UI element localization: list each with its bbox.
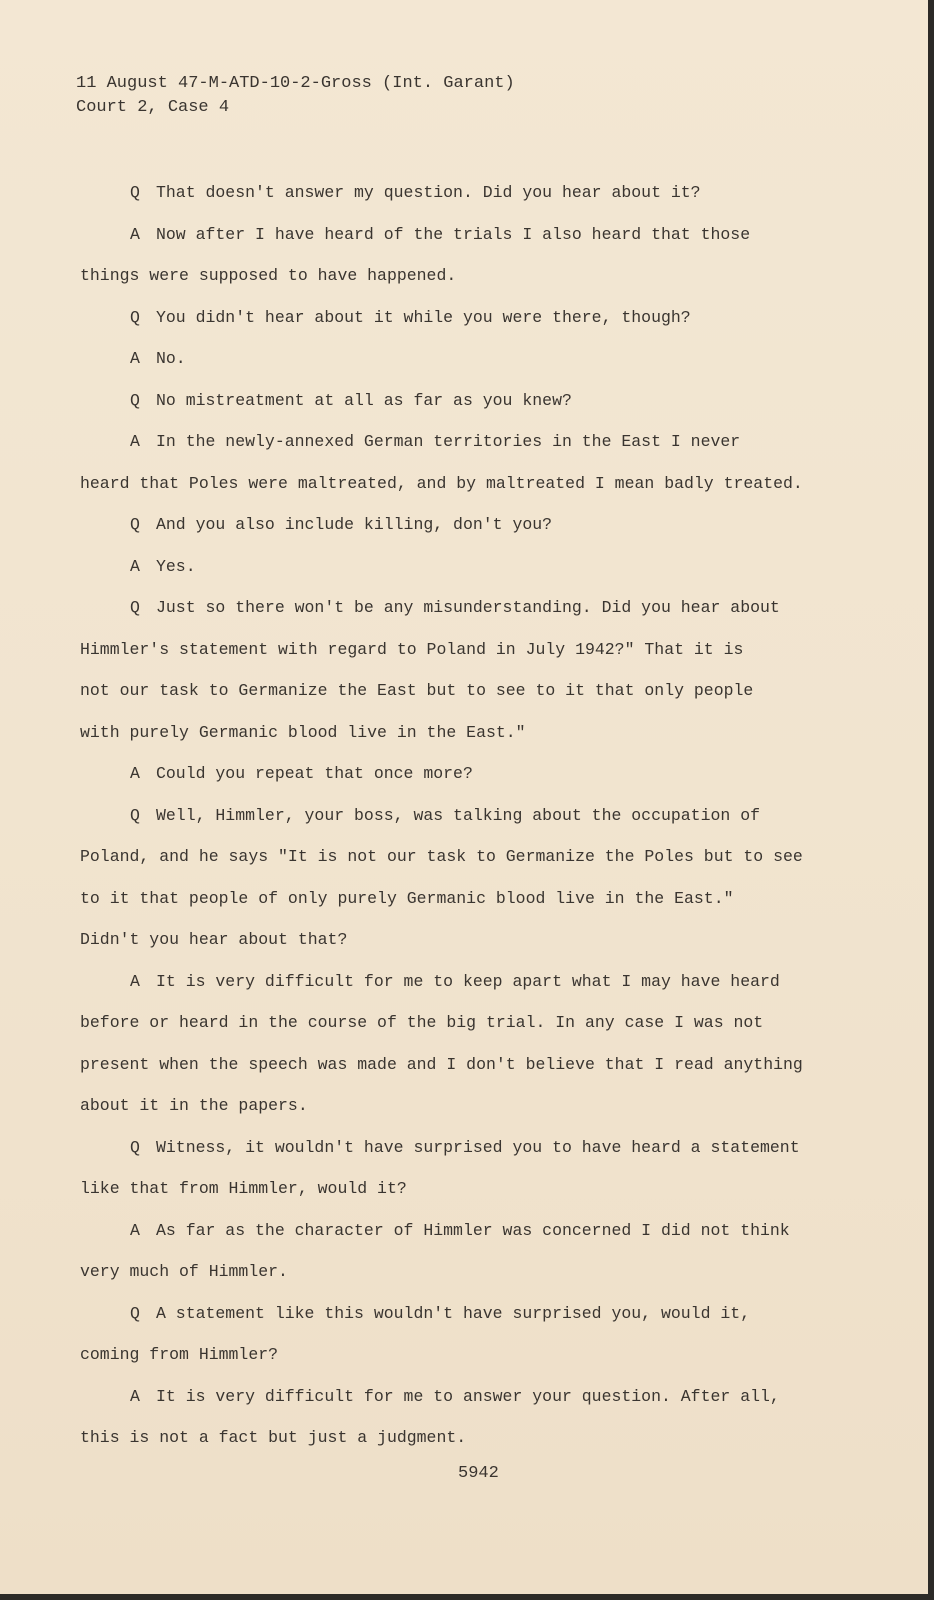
paragraph-continuation-line: Poland, and he says "It is not our task to Germanize the Poles but to see [80,847,803,866]
speaker-label: Q [130,390,140,410]
paragraph-first-line [80,961,840,1003]
paragraph-continuation-line: with purely Germanic blood live in the East." [80,722,526,742]
transcript-paragraph [80,1376,840,1459]
transcript-paragraph [80,214,840,297]
speaker-label: Q [130,307,140,327]
paragraph-continuation-line: not our task to Germanize the East but to see to it that only people [80,681,754,700]
page-number: 5942 [458,1464,499,1483]
paragraph-text: You didn't hear about it while you were there, though? [156,307,691,327]
paragraph-text: In the newly-annexed German territories in the East I never [156,432,741,451]
speaker-label: Q [130,598,140,617]
paragraph-continuation-line: present when the speech was made and I don't believe that I read anything [80,1054,803,1074]
speaker-label: Q [130,183,140,202]
paragraph-first-line [80,1210,840,1252]
speaker-label: A [130,432,140,451]
paragraph-continuation-line: like that from Himmler, would it? [80,1179,407,1198]
paragraph-first-line [80,421,840,463]
paragraph-first-line [80,546,840,588]
paragraph-continuation-line: Himmler's statement with regard to Poland in July 1942?" That it is [80,639,744,659]
paragraph-first-line [80,214,840,256]
paragraph-continuation-line: this is not a fact but just a judgment. [80,1428,467,1447]
speaker-label: A [130,224,140,244]
paragraph-first-line [80,795,840,837]
paragraph-first-line [80,380,840,422]
header-court-line: Court 2, Case 4 [76,98,230,117]
speaker-label: A [130,1220,140,1240]
transcript-paragraph [80,753,840,795]
document-header [76,72,515,120]
header-case-line: 11 August 47-M-ATD-10-2-Gross (Int. Garant) [76,74,515,93]
transcript-paragraph [80,380,840,422]
paragraph-text: That doesn't answer my question. Did you hear about it? [156,183,701,202]
speaker-label: Q [130,515,140,534]
paragraph-first-line [80,1376,840,1418]
paragraph-text: It is very difficult for me to answer your question. After all, [156,1386,780,1406]
speaker-label: Q [130,1303,140,1323]
speaker-label: A [130,1386,140,1406]
transcript-paragraph [80,297,840,339]
transcript-paragraph [80,1127,840,1210]
paragraph-continuation-line: heard that Poles were maltreated, and by maltreated I mean badly treated. [80,473,803,493]
paragraph-text: No. [156,349,186,368]
transcript-paragraph [80,338,840,380]
transcript-paragraph [80,1293,840,1376]
paragraph-first-line [80,753,840,795]
transcript-paragraph [80,504,840,546]
speaker-label: A [130,971,140,991]
paragraph-text: Just so there won't be any misunderstanding. Did you hear about [156,598,780,617]
paragraph-first-line [80,1293,840,1335]
paragraph-text: Well, Himmler, your boss, was talking about the occupation of [156,805,760,825]
paragraph-continuation-line: to it that people of only purely Germanic blood live in the East." [80,888,734,908]
transcript-paragraph [80,795,840,961]
paragraph-text: It is very difficult for me to keep apart what I may have heard [156,971,780,991]
paragraph-continuation-line: things were supposed to have happened. [80,266,457,285]
transcript-paragraph [80,587,840,753]
transcript-paragraph [80,1210,840,1293]
paragraph-text: No mistreatment at all as far as you knew? [156,390,572,410]
speaker-label: A [130,764,140,783]
paragraph-first-line [80,587,840,629]
paragraph-text: As far as the character of Himmler was concerned I did not think [156,1220,790,1240]
paragraph-text: Could you repeat that once more? [156,764,473,783]
paragraph-text: And you also include killing, don't you? [156,515,553,534]
paragraph-continuation-line: Didn't you hear about that? [80,930,348,949]
transcript-body [80,172,840,1459]
speaker-label: Q [130,805,140,825]
paragraph-text: Witness, it wouldn't have surprised you to have heard a statement [156,1137,800,1157]
paragraph-continuation-line: before or heard in the course of the big trial. In any case I was not [80,1013,764,1032]
paragraph-text: A statement like this wouldn't have surprised you, would it, [156,1303,751,1323]
speaker-label: Q [130,1137,140,1157]
paragraph-first-line [80,297,840,339]
paragraph-first-line [80,338,840,380]
speaker-label: A [130,349,140,368]
transcript-paragraph [80,546,840,588]
paragraph-text: Yes. [156,556,196,576]
paragraph-first-line [80,1127,840,1169]
paragraph-first-line [80,172,840,214]
paragraph-text: Now after I have heard of the trials I also heard that those [156,224,751,244]
transcript-paragraph [80,421,840,504]
transcript-paragraph [80,172,840,214]
paragraph-continuation-line: coming from Himmler? [80,1345,279,1364]
paragraph-first-line [80,504,840,546]
transcript-paragraph [80,961,840,1127]
paragraph-continuation-line: very much of Himmler. [80,1262,288,1281]
paragraph-continuation-line: about it in the papers. [80,1096,308,1115]
speaker-label: A [130,556,140,576]
